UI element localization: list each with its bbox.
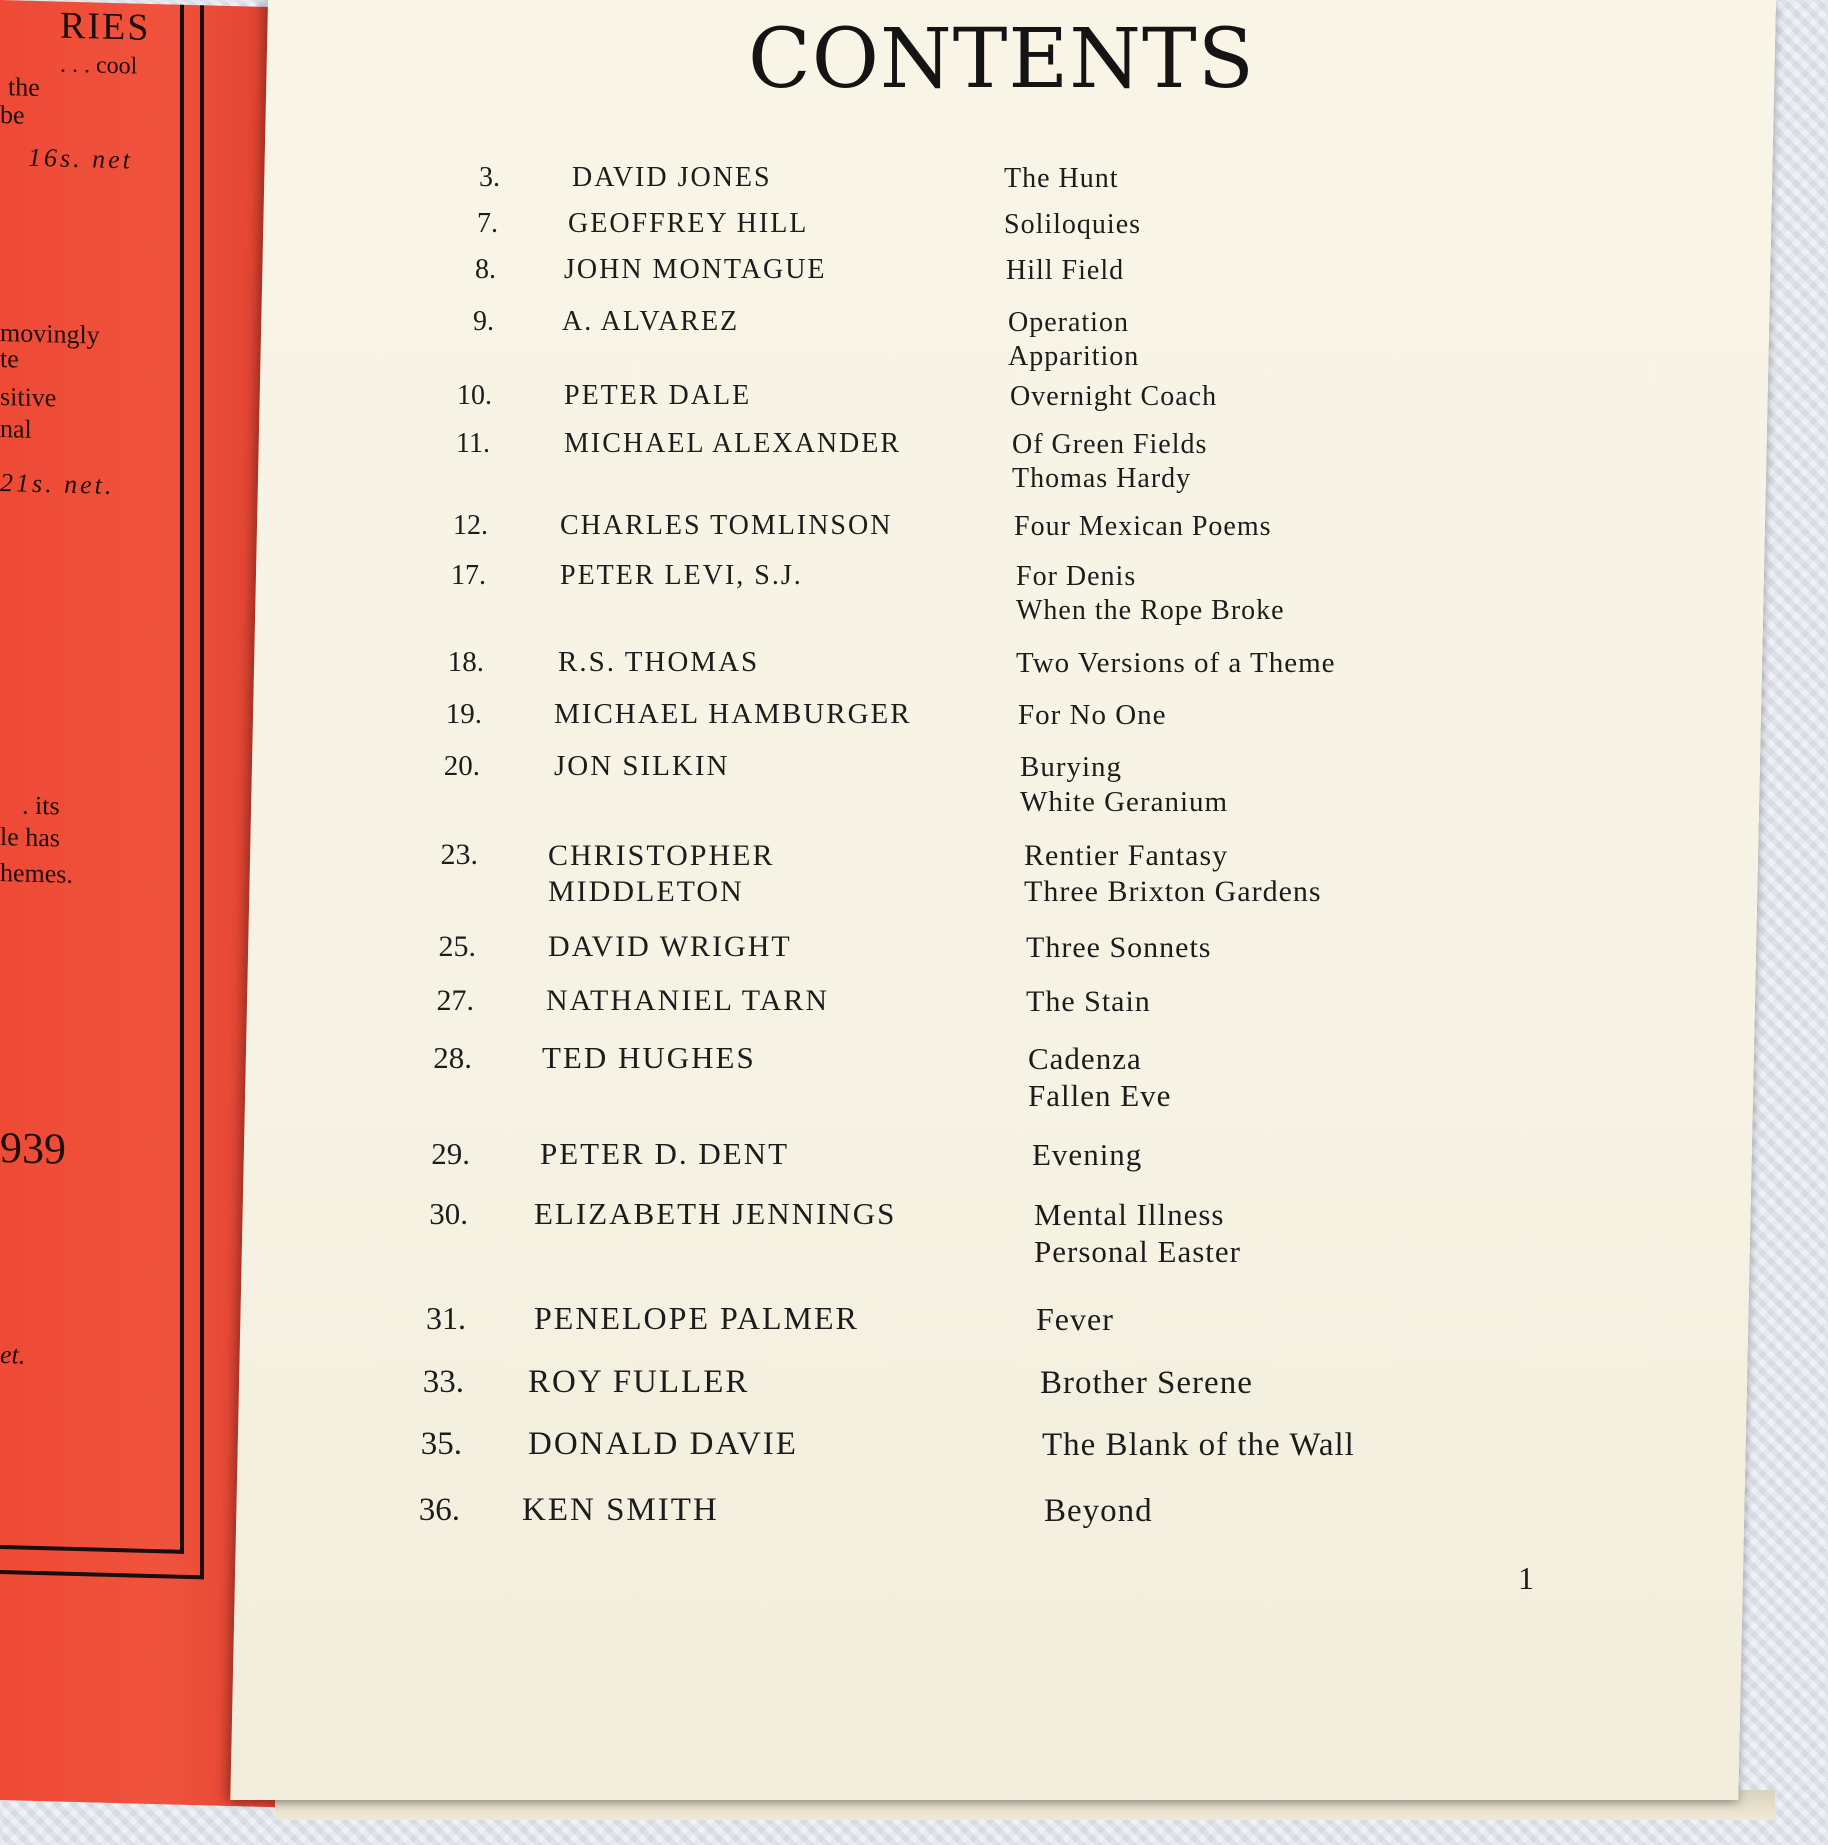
entry-page-number: 36. (418, 1492, 460, 1528)
entry-author: TED HUGHES (542, 1040, 756, 1075)
cover-text-fragment: . . . cool (60, 51, 138, 80)
entry-poems (1026, 930, 1211, 966)
entry-poems (1004, 208, 1141, 242)
entry-poem-title: Rentier Fantasy (1024, 839, 1229, 872)
entry-page-number: 12. (453, 510, 488, 541)
entry-page-number: 9. (473, 306, 494, 337)
entry-author: DONALD DAVIE (528, 1426, 798, 1462)
entry-poem-title: Personal Easter (1034, 1234, 1241, 1270)
entry-poem-title: For Denis (1016, 561, 1137, 592)
entry-poem-title: Brother Serene (1040, 1365, 1253, 1401)
entry-poem-title: Cadenza (1028, 1041, 1142, 1076)
entry-poem-title: Three Sonnets (1026, 931, 1212, 964)
cover-text-fragment: be (0, 100, 25, 130)
entry-poem-title: The Hunt (1004, 163, 1119, 194)
entry-poems (1014, 510, 1272, 544)
entry-page-number: 11. (456, 428, 490, 459)
entry-page-number: 30. (429, 1196, 468, 1231)
entry-poems (1016, 560, 1285, 627)
entry-poems (1008, 306, 1139, 373)
entry-author: JOHN MONTAGUE (564, 254, 827, 285)
cover-text-fragment: et. (0, 1340, 26, 1370)
cover-heading-fragment: RIES (60, 4, 151, 49)
cover-text-fragment: sitive (0, 382, 57, 413)
entry-poem-title: White Geranium (1020, 785, 1229, 818)
cover-text-fragment: le has (0, 822, 60, 853)
entry-poem-title: Hill Field (1006, 255, 1125, 286)
cover-text-fragment: the (8, 72, 40, 103)
entry-poem-title: Overnight Coach (1010, 381, 1218, 412)
contents-title: CONTENTS (748, 12, 1255, 107)
entry-poems (1040, 1364, 1253, 1404)
entry-poem-title: Two Versions of a Theme (1016, 647, 1336, 679)
entry-poem-title: The Blank of the Wall (1042, 1427, 1355, 1463)
entry-poem-title: Thomas Hardy (1012, 462, 1192, 494)
entry-poem-title: The Stain (1026, 985, 1151, 1018)
entry-page-number: 31. (426, 1300, 466, 1336)
entry-poems (1024, 838, 1322, 910)
entry-poem-title: Fever (1036, 1301, 1114, 1337)
entry-poem-title: Four Mexican Poems (1014, 511, 1272, 542)
entry-poem-title: When the Rope Broke (1016, 594, 1285, 626)
entry-author: ROY FULLER (528, 1364, 750, 1400)
cover-text-fragment: . its (22, 790, 60, 821)
entry-poems (1018, 698, 1167, 733)
entry-author: CHARLES TOMLINSON (560, 510, 893, 541)
entry-poem-title: Of Green Fields (1012, 429, 1208, 460)
entry-page-number: 25. (438, 930, 476, 963)
entry-page-number: 3. (479, 162, 500, 193)
entry-author: PENELOPE PALMER (534, 1300, 859, 1336)
entry-page-number: 28. (433, 1040, 472, 1075)
entry-poem-title: Three Brixton Gardens (1024, 875, 1322, 908)
entry-page-number: 18. (447, 646, 484, 678)
entry-poem-title: Apparition (1008, 340, 1140, 372)
entry-author: PETER DALE (564, 380, 752, 411)
entry-poems (1020, 750, 1228, 820)
entry-page-number: 29. (431, 1136, 470, 1171)
entry-poem-title: Fallen Eve (1028, 1078, 1172, 1114)
entry-poems (1034, 1196, 1241, 1270)
entry-poems (1026, 984, 1151, 1020)
cover-price-fragment: 21s. net. (0, 468, 115, 500)
entry-author: DAVID WRIGHT (548, 930, 792, 963)
entry-poem-title: Operation (1008, 307, 1129, 338)
entry-author: KEN SMITH (522, 1492, 719, 1528)
entry-poems (1012, 428, 1207, 495)
entry-page-number: 10. (457, 380, 492, 411)
entry-author: MICHAEL ALEXANDER (564, 428, 902, 459)
entry-poems (1006, 254, 1124, 288)
cover-text-fragment: te (0, 344, 19, 374)
entry-author: GEOFFREY HILL (568, 208, 809, 239)
entry-author: A. ALVAREZ (562, 306, 740, 337)
entry-author: CHRISTOPHER MIDDLETON (548, 839, 775, 908)
entry-page-number: 33. (422, 1364, 464, 1400)
entry-author: MICHAEL HAMBURGER (554, 698, 912, 730)
entry-page-number: 20. (443, 750, 480, 782)
cover-text-fragment: movingly (0, 318, 100, 350)
entry-poem-title: Soliloquies (1004, 209, 1142, 240)
entry-poems (1032, 1136, 1142, 1173)
entry-page-number: 17. (451, 560, 486, 591)
entry-page-number: 23. (440, 838, 478, 871)
entry-poem-title: Evening (1032, 1137, 1143, 1172)
cover-price-fragment: 16s. net (28, 142, 133, 175)
entry-poems (1044, 1492, 1153, 1532)
page-number: 1 (1518, 1560, 1534, 1596)
entry-page-number: 35. (420, 1426, 462, 1462)
entry-author: DAVID JONES (572, 162, 772, 193)
cover-year-fragment: 939 (0, 1123, 66, 1174)
entry-poem-title: Burying (1020, 751, 1123, 783)
entry-poem-title: Beyond (1044, 1493, 1153, 1529)
entry-poems (1010, 380, 1217, 414)
entry-author: JON SILKIN (554, 750, 730, 782)
entry-poem-title: Mental Illness (1034, 1197, 1225, 1232)
entry-author: PETER D. DENT (540, 1136, 790, 1171)
entry-page-number: 8. (475, 254, 496, 285)
entry-poem-title: For No One (1018, 699, 1167, 731)
entry-poems (1016, 646, 1336, 681)
entry-author: NATHANIEL TARN (546, 984, 830, 1017)
cover-text-fragment: hemes. (0, 858, 73, 889)
entry-page-number: 19. (445, 698, 482, 730)
entry-poems (1036, 1300, 1114, 1338)
entry-author: ELIZABETH JENNINGS (534, 1196, 897, 1231)
entry-author: PETER LEVI, S.J. (560, 560, 803, 591)
entry-poems (1028, 1040, 1171, 1114)
entry-author: R.S. THOMAS (558, 646, 760, 678)
entry-page-number: 7. (477, 208, 498, 239)
entry-poems (1042, 1426, 1355, 1466)
cover-text-fragment: nal (0, 414, 32, 444)
entry-poems (1004, 162, 1119, 196)
entry-page-number: 27. (436, 984, 474, 1017)
